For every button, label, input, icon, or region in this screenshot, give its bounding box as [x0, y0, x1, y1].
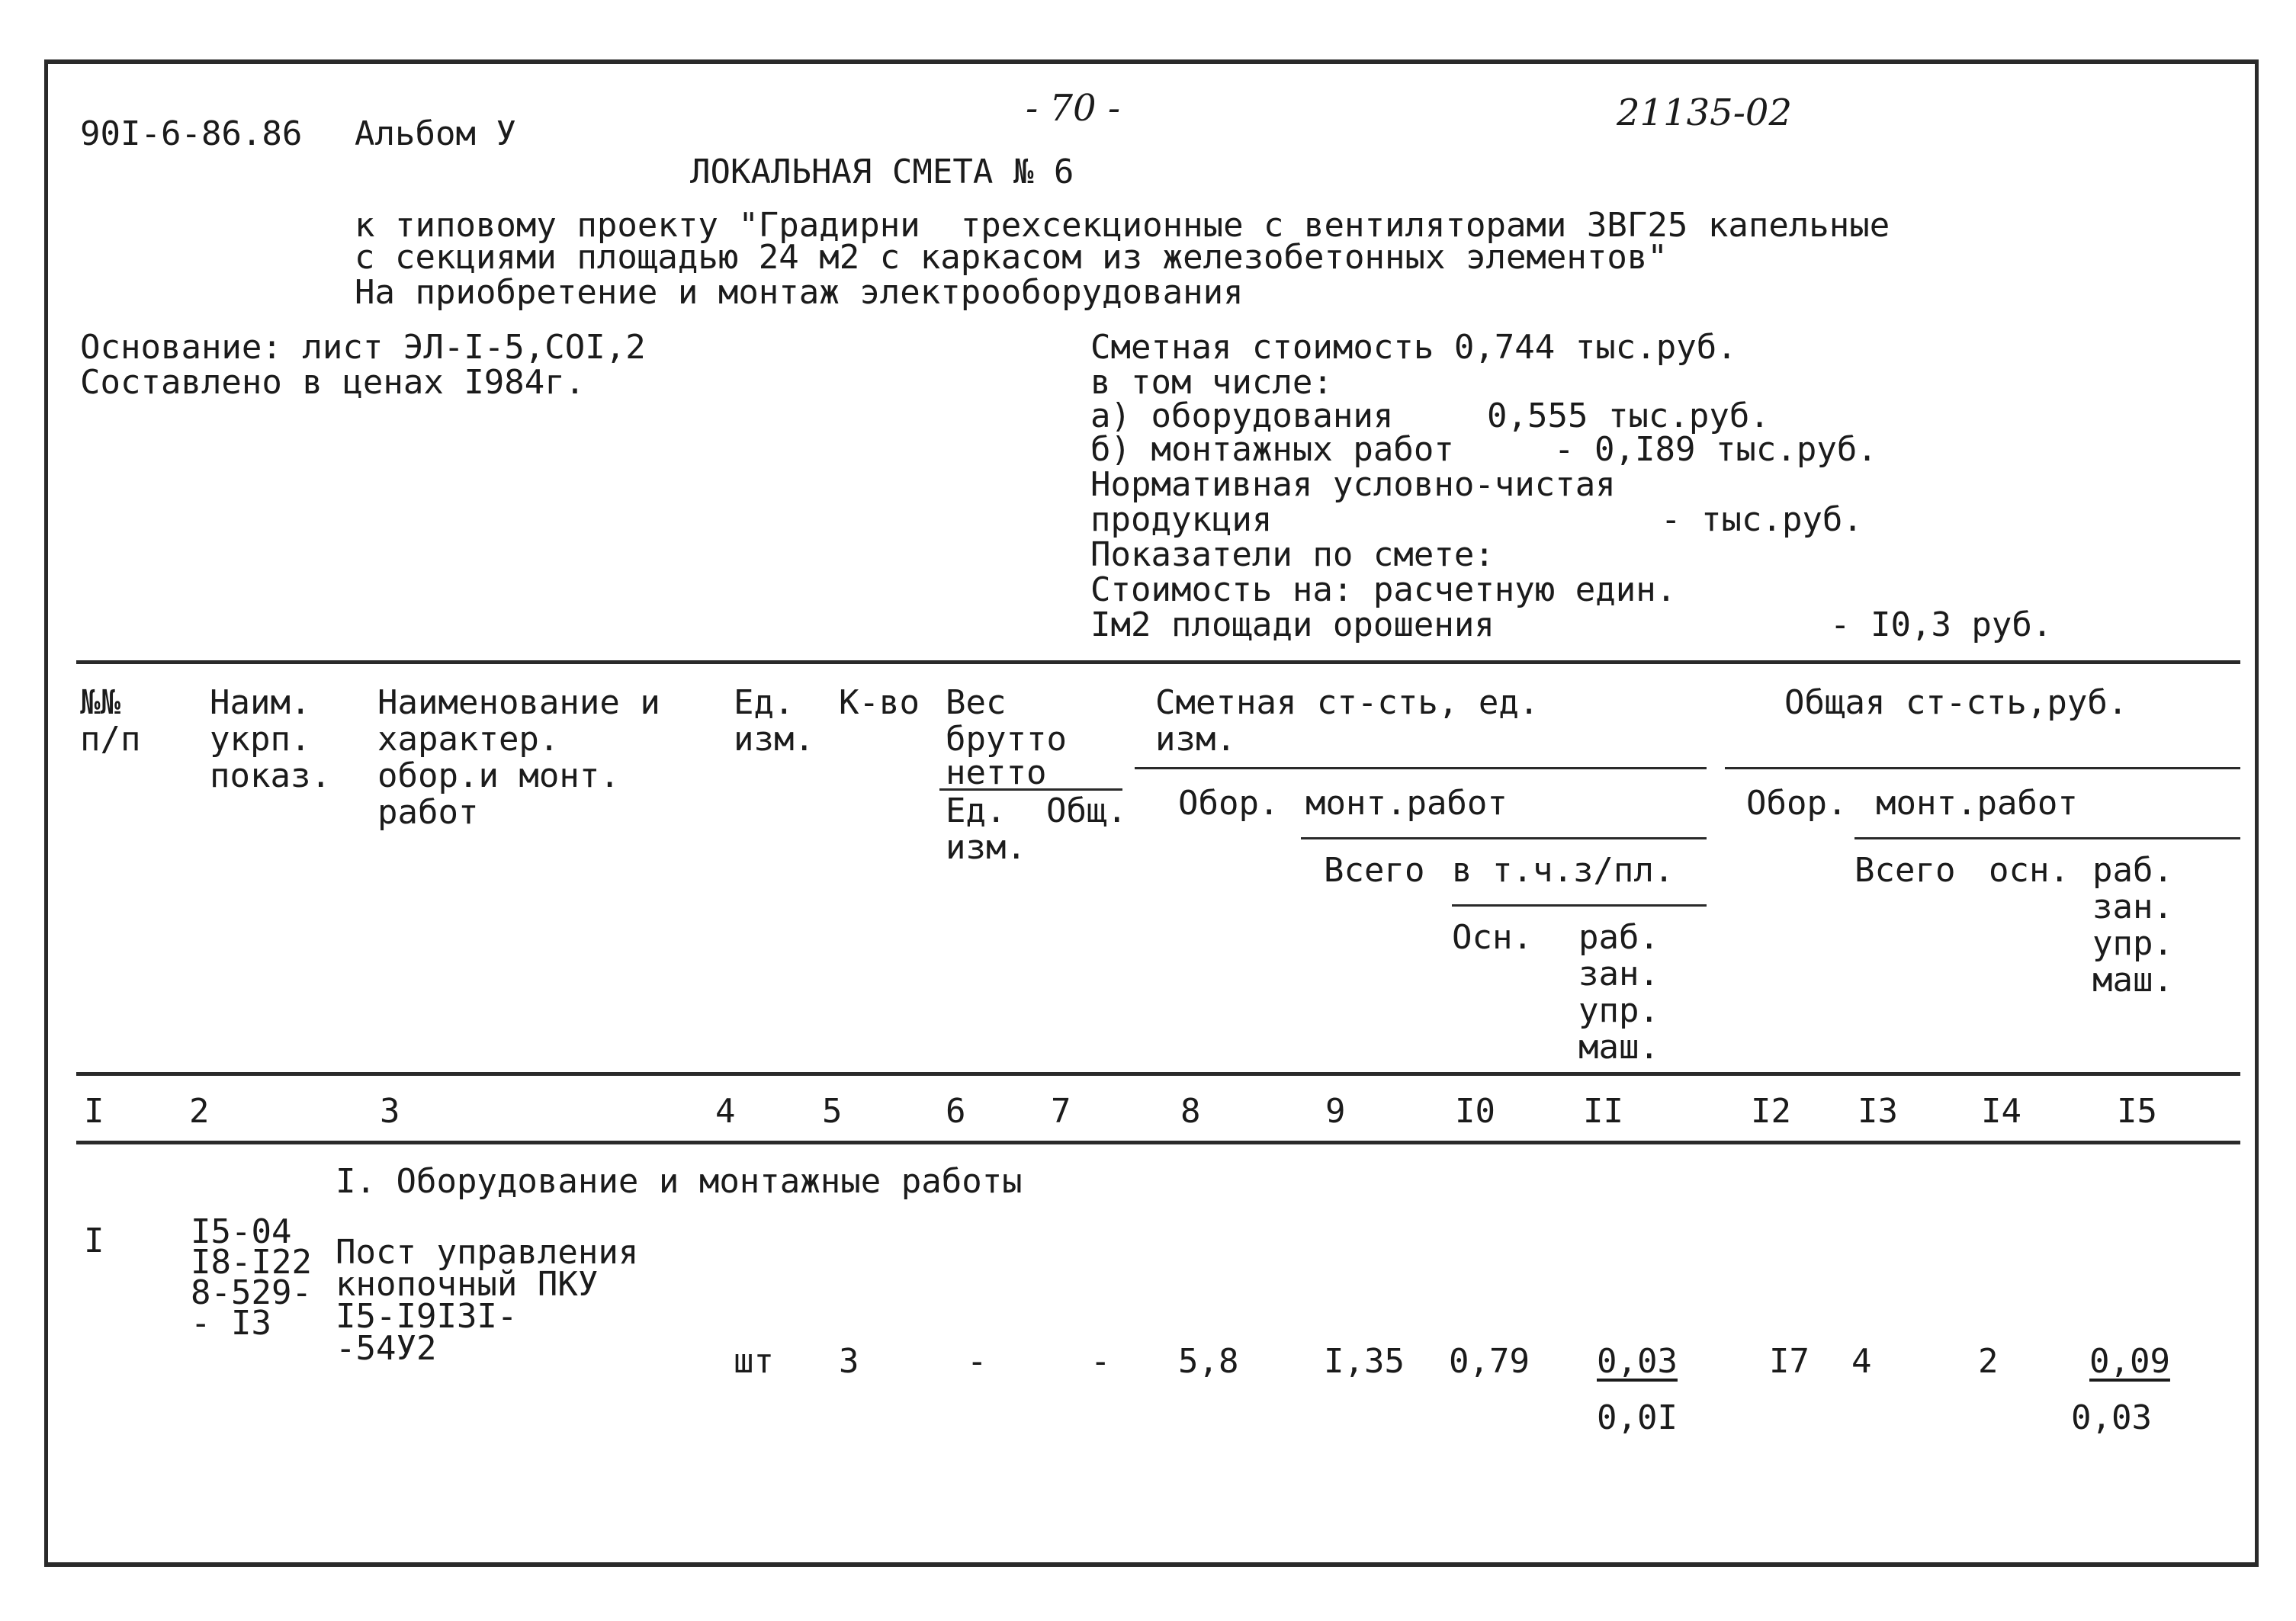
col-header-mont-a: монт.работ: [1305, 784, 1508, 823]
row-number: I: [84, 1221, 104, 1260]
row-obor-total: I7: [1769, 1342, 1810, 1381]
row-osn-total: 2: [1978, 1342, 1999, 1381]
column-number: 5: [822, 1092, 843, 1131]
description-line3: На приобретение и монтаж электрооборудования: [355, 273, 1244, 312]
column-number: 8: [1180, 1092, 1201, 1131]
cost-equipment-value: 0,555 тыс.руб.: [1487, 396, 1770, 435]
table-top-rule: [76, 660, 2240, 664]
norm-line1: Нормативная условно-чистая: [1090, 465, 1616, 504]
area-label: Iм2 площади орошения: [1090, 605, 1495, 644]
unit-cost-rule: [1135, 767, 1707, 769]
colnum-bottom-rule: [76, 1141, 2240, 1144]
document-title: ЛОКАЛЬНАЯ СМЕТА № 6: [690, 152, 1074, 191]
norm-line2-label: продукция: [1090, 500, 1273, 539]
column-number: 4: [715, 1092, 736, 1131]
col-header-code: Наим. укрп. показ.: [210, 683, 331, 795]
section-title: I. Оборудование и монтажные работы: [336, 1162, 1023, 1201]
col-header-vtch: в т.ч.з/пл.: [1452, 851, 1675, 890]
col-header-vsego-b: Всего: [1854, 851, 1956, 890]
column-number: 3: [380, 1092, 400, 1131]
column-number: I: [84, 1092, 104, 1131]
col-header-name: Наименование и характер. обор.и монт. работ: [377, 683, 660, 832]
cost-equipment-label: а) оборудования: [1090, 396, 1394, 435]
col-header-unit-cost: Сметная ст-сть, ед. изм.: [1155, 683, 1540, 759]
col-header-weight: Вес брутто: [946, 683, 1067, 759]
column-number: 6: [946, 1092, 966, 1131]
album-label: Альбом У: [355, 114, 516, 153]
cost-including: в том числе:: [1090, 363, 1333, 402]
page-number: - 70 -: [1026, 87, 1121, 130]
col-header-osn-b: осн.: [1989, 851, 2070, 890]
cost-per-unit: Стоимость на: расчетную един.: [1090, 570, 1677, 609]
col-header-unit: Ед. изм.: [734, 683, 814, 759]
row-mont-total: 4: [1851, 1342, 1872, 1381]
col-header-rab-a: раб. зан. упр. маш.: [1578, 918, 1659, 1067]
row-rab-total-sub: 0,03: [2071, 1398, 2152, 1437]
col-header-mont-b: монт.работ: [1876, 784, 2078, 823]
basis-line2: Составлено в ценах I984г.: [80, 363, 586, 402]
row-rab-unit-sub: 0,0I: [1597, 1398, 1678, 1437]
mont-a-rule: [1301, 837, 1707, 839]
area-value: - I0,3 руб.: [1830, 605, 2053, 644]
column-number: 7: [1051, 1092, 1071, 1131]
col-header-osn-a: Осн.: [1452, 918, 1533, 957]
col-header-netto: нетто: [946, 753, 1047, 792]
row-name: Пост управления кнопочный ПКУ I5-I9I3I- -54У2: [336, 1233, 639, 1368]
cost-installation-value: - 0,I89 тыс.руб.: [1554, 430, 1877, 469]
vtch-rule: [1452, 904, 1707, 907]
row-weight-total: -: [1090, 1342, 1111, 1381]
col-header-rab-b: раб. зан. упр. маш.: [2092, 851, 2173, 1000]
row-obor-unit: 5,8: [1178, 1342, 1239, 1381]
column-number: I5: [2117, 1092, 2157, 1131]
indicators-label: Показатели по смете:: [1090, 535, 1495, 574]
row-weight-unit: -: [967, 1342, 987, 1381]
cost-total: Сметная стоимость 0,744 тыс.руб.: [1090, 328, 1737, 367]
column-number: I0: [1455, 1092, 1495, 1131]
col-header-number: №№ п/п: [80, 683, 141, 759]
column-number: 2: [189, 1092, 210, 1131]
mont-b-rule: [1854, 837, 2240, 839]
row-unit: шт: [734, 1342, 774, 1381]
header-bottom-rule: [76, 1072, 2240, 1076]
column-number: I3: [1858, 1092, 1898, 1131]
norm-line2-value: - тыс.руб.: [1661, 500, 1863, 539]
col-header-obor-b: Обор.: [1746, 784, 1848, 823]
row-rab-total: 0,09: [2089, 1342, 2170, 1381]
column-number: I2: [1751, 1092, 1791, 1131]
row-rab-unit: 0,03: [1597, 1342, 1678, 1381]
column-number: 9: [1325, 1092, 1346, 1131]
doc-code: 90I-6-86.86: [80, 114, 303, 153]
row-osn-unit: 0,79: [1449, 1342, 1530, 1381]
col-header-weight-total: Общ.: [1046, 791, 1127, 830]
cost-installation-label: б) монтажных работ: [1090, 430, 1454, 469]
col-header-total-cost: Общая ст-сть,руб.: [1784, 683, 2128, 722]
col-header-qty: К-во: [839, 683, 920, 722]
row-code: I5-04 I8-I22 8-529- - I3: [191, 1212, 312, 1343]
column-number: II: [1583, 1092, 1623, 1131]
basis-line1: Основание: лист ЭЛ-I-5,COI,2: [80, 328, 646, 367]
sheet-code: 21135-02: [1617, 91, 1792, 134]
description-line2: с секциями площадью 24 м2 с каркасом из железобетонных элементов": [355, 238, 1668, 277]
column-number: I4: [1981, 1092, 2021, 1131]
row-mont-total-unit: I,35: [1324, 1342, 1405, 1381]
description-line1: к типовому проекту "Градирни трехсекционные с вентиляторами ЗВГ25 капельные: [355, 206, 1890, 245]
total-cost-rule: [1725, 767, 2240, 769]
col-header-vsego-a: Всего: [1324, 851, 1425, 890]
row-qty: 3: [839, 1342, 859, 1381]
col-header-obor-a: Обор.: [1178, 784, 1280, 823]
col-header-weight-unit: Ед. изм.: [946, 791, 1026, 867]
